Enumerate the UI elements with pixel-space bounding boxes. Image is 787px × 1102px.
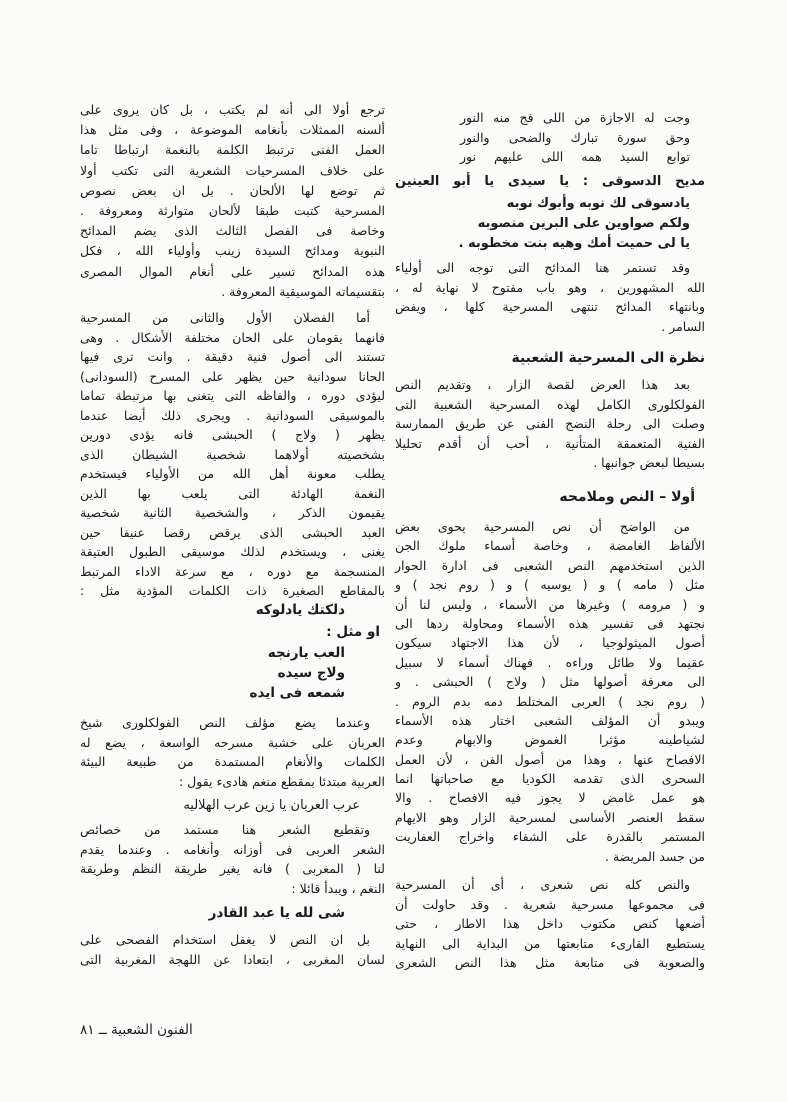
paragraph	[395, 375, 705, 473]
page-footer: الفنون الشعبية ــ ٨١	[80, 1022, 193, 1038]
paragraph-line: هو عمل غامض لا يجوز فيه الافصاح . والا	[395, 790, 705, 806]
left-column	[80, 0, 385, 1102]
paragraph-line: فانهما يقومان على الحان مختلفة الأشكال . وهى	[80, 329, 385, 345]
paragraph-line: ويبدو أن المؤلف الشعبى اختار هذه الأسماء	[395, 712, 705, 728]
paragraph-line: الألفاظ الغامضة ، وخاصة أسماء ملوك الجن	[395, 538, 705, 554]
paragraph-line: ثم توضع لها الألحان . بل ان بعض نصوص	[80, 182, 385, 198]
poem-verses	[460, 108, 690, 167]
praise-line: ولكم صواوين على البرين منصوبه	[477, 215, 690, 231]
paragraph-line: أما الفصلان الأول والثانى من المسرحية	[80, 310, 370, 325]
paragraph-line: يظهر ( ولاج ) الحبشى فانه يؤدى دورين	[80, 427, 385, 442]
paragraph-line: وخاصة فى الفصل الثالث الذى يضم المدائح	[80, 223, 385, 239]
verse-line: شى لله يا عبد القادر	[208, 905, 345, 921]
paragraph-line: وبانتهاء المدائح تنتهى المسرحية كلها ، ويفض	[395, 299, 705, 314]
paragraph-line: وتقطيع الشعر هنا مستمد من خصائص	[80, 822, 370, 837]
paragraph-line: بشخصيته أولاهما شخصية الشيطان الذى	[80, 446, 385, 462]
chant-line: دلكتك يادلوكه	[255, 602, 345, 618]
paragraph-line: يقيمون الذكر ، والشخصية الثانية شخصية	[80, 505, 385, 520]
paragraph-line: والنص كله نص شعرى ، أى أن المسرحية	[395, 877, 690, 892]
paragraph-line: السامر .	[661, 318, 705, 334]
paragraph-line: العمل الفنى ترتبط الكلمة بالنغمة ارتباطا تاما	[80, 142, 385, 158]
chant-line: العب يارنجه	[267, 645, 345, 661]
paragraph-line: السحرى الذى تقدمه الكوديا مع صاحباتها انما	[395, 771, 705, 787]
paragraph	[80, 713, 385, 791]
paragraph-line: لسان المغربى ، ابتعادا عن اللهجة المغربية التى	[80, 951, 385, 967]
paragraph	[395, 517, 705, 866]
chant-line: شمعه فى ايده	[249, 685, 345, 701]
paragraph-line: النبوية ومدائح السيدة زينب وأولياء الله ، فكل	[80, 243, 385, 259]
paragraph-line: لنا ( المغربى ) فانه يغير طريقة النظم وطريقة	[80, 861, 385, 876]
paragraph	[80, 100, 385, 302]
paragraph-line: والصعوبة فى متابعة مثل هذا النص الشعرى	[395, 955, 705, 970]
paragraph	[395, 875, 705, 973]
paragraph-line: بل ان النص لا يغفل استخدام الفصحى على	[80, 932, 370, 947]
paragraph-line: الكلمات والأنغام المستمدة من طبيعة البيئة	[80, 754, 385, 769]
paragraph-line: الشعر العربى فى أوزانه وأنغامه . وعندما يقدم	[80, 841, 385, 857]
paragraph-line: العبد الحبشى الذى يرقص رقصا عنيفا حين	[80, 524, 385, 540]
paragraph-line: يستطيع القارىء متابعتها من البداية الى النهاية	[395, 935, 705, 951]
paragraph-line: النغمة الهادئة التى يلعب بها الذين	[80, 485, 385, 501]
paragraph-line: الافصاح عنها ، وهذا من أصول الفن ، لأن العمل	[395, 751, 705, 767]
paragraph-line: الحانا سودانية حين يظهر على المسرح (السودانى)	[80, 368, 385, 384]
chant-intro: او مثل :	[326, 624, 380, 640]
paragraph-line: من الواضح أن نص المسرحية يحوى بعض	[395, 519, 690, 534]
praise-verses	[405, 194, 690, 253]
paragraph-line: بتقسيماته الموسيقية المعروفة .	[221, 283, 385, 299]
paragraph-line: ألسنه الممثلات بأنغامه الموضوعة ، وفى مثل هذا	[80, 122, 385, 138]
paragraph-line: المستمر بالقدرة على الشفاء واخراج العفاريت	[395, 829, 705, 845]
paragraph-line: و ( مرومه ) وغيرها من الأسماء ، وليس لنا أن	[395, 596, 705, 612]
paragraph-line: نجتهد فى تفسير هذه الأسماء ومحاولة ردها الى	[395, 615, 705, 631]
verse-line: عرب العربان يا زين عرب الهلاليه	[183, 798, 360, 813]
paragraph-line: الفولكلورى الكامل لهذه المسرحية الشعبية التى	[395, 396, 705, 412]
praise-line: يا لى حميت أمك وهيه بنت مخطوبه .	[458, 235, 690, 251]
chant-line: ولاج سيده	[277, 665, 345, 681]
paragraph-line: تستند الى أصول فنية دقيقة . وانت ترى فيها	[80, 349, 385, 364]
paragraph	[80, 308, 385, 601]
paragraph-line: ليؤدى دوره ، والفاظه التى يتغنى بها مرتبطة تماما	[80, 388, 385, 403]
paragraph-line: الفنية المتعمقة المتأنية ، أحب أن أقدم تحليلا	[395, 435, 705, 451]
paragraph-line: المنسجمة مع دوره ، مع سرعة الاداء المرتبط	[80, 563, 385, 579]
paragraph	[395, 258, 705, 336]
paragraph-line: من جسد المريضة .	[605, 848, 705, 864]
paragraph-line: وعندما يضع مؤلف النص الفولكلورى شيخ	[80, 715, 370, 730]
paragraph-line: هذه المدائح تسير على أنغام الموال المصرى	[80, 263, 385, 279]
poem-line: وجت له الاجازة من اللى فج منه النور	[460, 110, 690, 125]
chant-verses	[80, 643, 345, 703]
paragraph	[80, 930, 385, 969]
paragraph-line: النغم ، ويبدأ قائلا :	[291, 880, 385, 896]
praise-title: مديح الدسوقى : يا سيدى يا أبو العينين	[395, 174, 705, 189]
paragraph-line: الذين استخدمهم النص الشعبى فى ادارة الحوار	[395, 557, 705, 573]
paragraph-line: ترجع أولا الى أنه لم يكتب ، بل كان يروى على	[80, 102, 385, 117]
paragraph-line: وصلت الى رحلة النضج الفنى عن طريق الممارسة	[395, 416, 705, 431]
poem-line: وحق سورة تبارك والضحى والنور	[460, 129, 690, 145]
paragraph-line: عقيما ولا طائل وراءه . فهناك أسماء لا سبيل	[395, 654, 705, 670]
section-heading: أولا – النص وملامحه	[559, 489, 695, 505]
paragraph-line: الله المشهورين ، وهو باب مفتوح لا نهاية له ،	[395, 279, 705, 295]
poem-line: توابع السيد همه اللى عليهم نور	[460, 149, 690, 164]
paragraph-line: يغنى ، ويستخدم لذلك موسيقى الطبول العتيقة	[80, 544, 385, 559]
section-heading: نظرة الى المسرحية الشعبية	[511, 350, 705, 366]
paragraph-line: العربية مبتدئا بمقطع منغم هادىء يقول :	[178, 773, 385, 789]
paragraph-line: سقط العنصر الأساسى لمسرحية الزار وهو الايهام	[395, 809, 705, 825]
paragraph-line: أصول الميثولوجيا ، لأن هذا الاجتهاد سيكون	[395, 635, 705, 651]
paragraph-line: بالمقاطع الصغيرة ذات الكلمات المؤدية مثل :	[80, 583, 385, 598]
paragraph-line: على خلاف المسرحيات الشعرية التى تكتب أولا	[80, 162, 385, 178]
paragraph-line: الى معرفة أصولها مثل ( ولاج ) الحبشى . و	[395, 674, 705, 690]
paragraph-line: لشياطينه مؤثرا الغموض والابهام وعدم	[395, 732, 705, 748]
paragraph-line: العربان على خشبة مسرحه الواسعة ، يضع له	[80, 734, 385, 750]
paragraph-line: وقد تستمر هنا المدائح التى توجه الى أولياء	[395, 260, 690, 275]
right-column	[395, 0, 705, 1102]
paragraph-line: بالموسيقى السودانية . ويجرى ذلك أيضا عندما	[80, 407, 385, 423]
paragraph-line: بسيطا لبعض جوانبها .	[593, 455, 705, 470]
praise-line: يادسوقى لك نوبه وأبوك نوبه	[506, 196, 690, 211]
paragraph-line: يطلب معونة أهل الله من الأولياء فيستخدم	[80, 466, 385, 481]
paragraph-line: ( روم نجد ) العربى المختلط دمه بدم الروم .	[395, 693, 705, 709]
paragraph-line: بعد هذا العرض لقصة الزار ، وتقديم النص	[395, 377, 690, 392]
paragraph-line: فى مجموعها مسرحية شعرية . وقد حاولت أن	[395, 896, 705, 912]
paragraph-line: أضعها كنص مكتوب داخل هذا الاطار ، حتى	[395, 916, 705, 931]
paragraph-line: مثل ( مامه ) و ( يوسيه ) و ( روم نجد ) و	[395, 577, 705, 593]
paragraph	[80, 820, 385, 898]
paragraph-line: المسرحية كتبت طبقا لألحان متوارثة ومعروفة .	[80, 202, 385, 218]
